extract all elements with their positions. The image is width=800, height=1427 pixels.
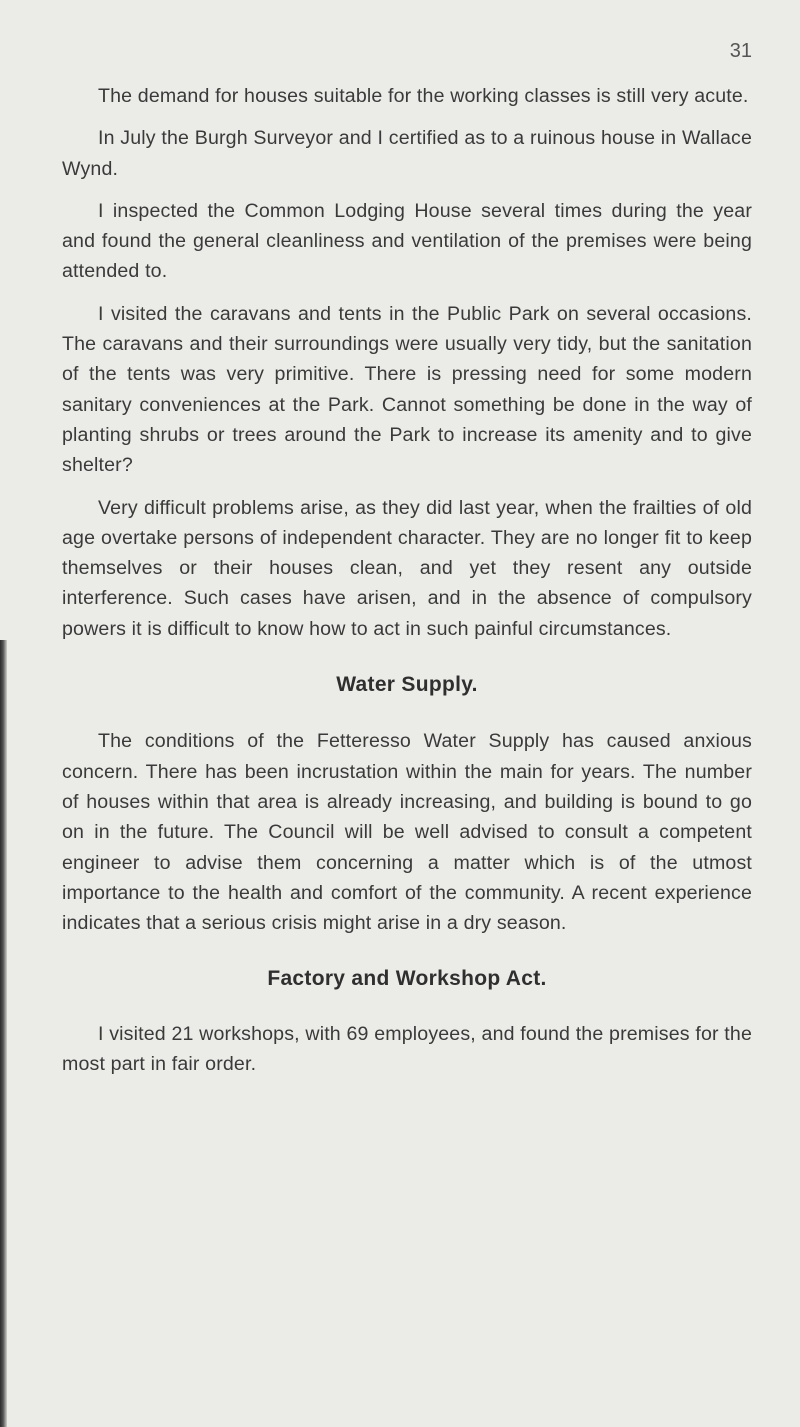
paragraph-caravans: I visited the caravans and tents in the Public Park on several occasions. The caravans and their surroundings were usually very tidy, but the sanitation of the tents was very primitive. There is pressing need for some modern sanitary conveniences at the Park. Cannot something be done in the way of planting shrubs or trees around the Park to increase its amenity and to give shelter? xyxy=(62,302,752,477)
page-number: 31 xyxy=(729,40,752,62)
paragraph-lodging-house: I inspected the Common Lodging House several times during the year and found the general cleanliness and ventilation of the premises were being attended to. xyxy=(62,199,752,283)
paragraph-ruinous-house: In July the Burgh Surveyor and I certified as to a ruinous house in Wallace Wynd. xyxy=(62,127,752,180)
paragraph-water-supply: The conditions of the Fetteresso Water Supply has caused anxious concern. There has been incrustation within the main for years. The number of houses within that area is already increasing, and building is bound to go on in the future. The Council will be well advised to consult a competent engineer to advise them concerning a matter which is of the utmost importance to the health and comfort of the community. A recent experience indicates that a serious crisis might arise in a dry season. xyxy=(62,730,752,935)
heading-water-supply: Water Supply. xyxy=(336,673,478,697)
paragraph-old-age: Very difficult problems arise, as they did last year, when the frailties of old age overtake persons of independent character. They are no longer fit to keep themselves or their houses clean, and yet they resent any outside interference. Such cases have arisen, and in the absence of compulsory powers it is difficult to know how to act in such painful circumstances. xyxy=(62,496,752,640)
body-text xyxy=(62,81,752,1091)
heading-factory-act: Factory and Workshop Act. xyxy=(267,967,547,991)
paragraph-housing-demand: The demand for houses suitable for the working classes is still very acute. xyxy=(98,85,749,107)
binding-shadow xyxy=(0,640,7,1427)
paragraph-factory-act: I visited 21 workshops, with 69 employees, and found the premises for the most part in fair order. xyxy=(62,1022,752,1076)
